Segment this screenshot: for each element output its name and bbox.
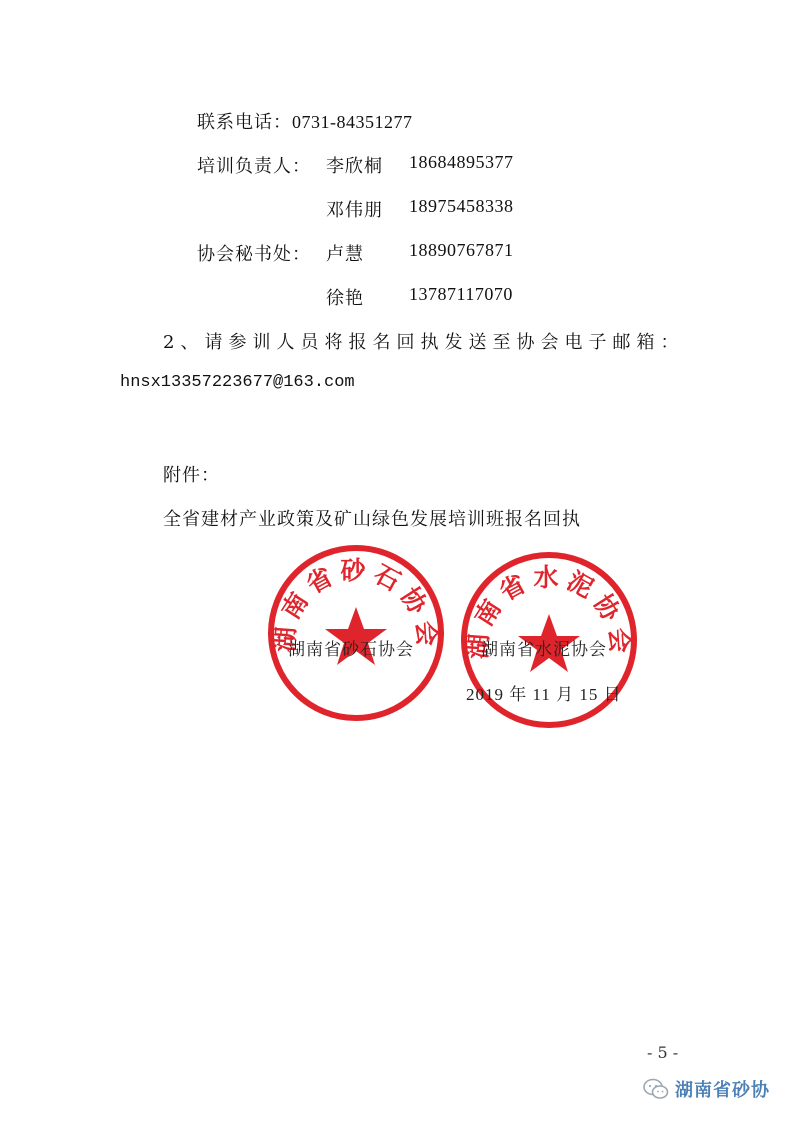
signature-org-2: 湖南省水泥协会 bbox=[481, 640, 607, 660]
phone-label: 联系电话： bbox=[197, 112, 292, 133]
phone-line bbox=[197, 108, 413, 134]
trainer-line-1 bbox=[197, 152, 311, 178]
secretariat-label: 协会秘书处： bbox=[197, 244, 311, 265]
secretary-2-phone: 13787117070 bbox=[409, 284, 513, 304]
secretary-1-phone: 18890767871 bbox=[409, 240, 514, 260]
training-label: 培训负责人： bbox=[197, 156, 311, 177]
email-address: hnsx13357223677@163.com bbox=[120, 373, 355, 392]
signature-org-1: 湖南省砂石协会 bbox=[288, 640, 414, 660]
signature-date: 2019 年 11 月 15 日 bbox=[466, 685, 622, 704]
trainer-2-phone: 18975458338 bbox=[409, 196, 514, 216]
seal-2-text: 湖南省水泥协会 bbox=[463, 563, 635, 660]
email-instruction: 2、请参训人员将报名回执发送至协会电子邮箱： bbox=[163, 332, 685, 353]
watermark bbox=[643, 1076, 770, 1102]
seal-1-text: 湖南省砂石协会 bbox=[270, 556, 442, 653]
trainer-1-name: 李欣桐 bbox=[326, 156, 383, 177]
watermark-text: 湖南省砂协 bbox=[675, 1080, 770, 1101]
phone-number: 0731-84351277 bbox=[292, 112, 413, 132]
seal-sandstone-association bbox=[268, 545, 444, 721]
attachment-label: 附件： bbox=[163, 465, 220, 486]
trainer-2-name: 邓伟朋 bbox=[326, 200, 383, 221]
seal-1-graphic bbox=[268, 545, 444, 721]
wechat-icon bbox=[643, 1078, 669, 1100]
attachment-title: 全省建材产业政策及矿山绿色发展培训班报名回执 bbox=[163, 509, 581, 530]
trainer-1-phone: 18684895377 bbox=[409, 152, 514, 172]
page-number: - 5 - bbox=[647, 1043, 679, 1062]
secretary-2-name: 徐艳 bbox=[326, 288, 364, 309]
secretary-1-name: 卢慧 bbox=[326, 244, 364, 265]
